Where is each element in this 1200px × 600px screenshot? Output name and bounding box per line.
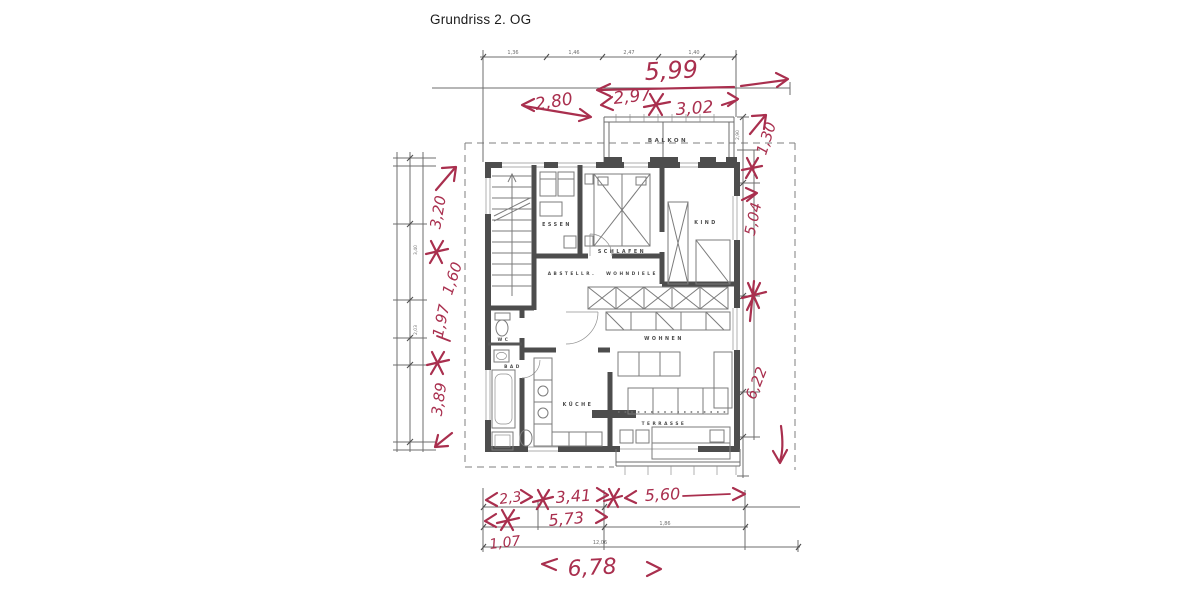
dim-bottom-a: 2,3 bbox=[498, 489, 523, 508]
room-label-kind: KIND bbox=[694, 221, 718, 226]
room-schlafen bbox=[585, 174, 650, 256]
sofa bbox=[618, 352, 680, 376]
dim-right-c: 6,22 bbox=[741, 364, 771, 402]
dim-top-b: 2,97 bbox=[612, 85, 653, 109]
cabinet bbox=[714, 352, 732, 408]
dim-bottom-c: 5,60 bbox=[644, 484, 681, 505]
entry-door-swing bbox=[566, 312, 598, 344]
dim-right-b: 5,04 bbox=[740, 200, 766, 238]
printed-dim: 1,36 bbox=[507, 50, 519, 56]
dim-bottom-b: 3,41 bbox=[554, 485, 592, 507]
printed-dim: 1,86 bbox=[659, 521, 671, 527]
room-label-balkon: BALKON bbox=[647, 138, 689, 144]
terrace-railing-posts bbox=[625, 466, 736, 475]
printed-dim: 2,03 bbox=[414, 324, 419, 336]
top-dimension-chain bbox=[432, 50, 790, 162]
wall-unit-shelves bbox=[606, 312, 730, 330]
kitchen bbox=[534, 358, 602, 446]
page-title: Grundriss 2. OG bbox=[430, 12, 532, 27]
built-in-wardrobes bbox=[588, 287, 730, 330]
balcony bbox=[604, 114, 737, 167]
dim-bottom-e: 1,07 bbox=[488, 533, 522, 553]
dim-left-b: 1,60 bbox=[438, 259, 466, 298]
room-label-schlafen: SCHLAFEN bbox=[597, 250, 647, 255]
room-essen bbox=[540, 172, 576, 248]
tick-star bbox=[427, 352, 449, 374]
room-label-wc: WC bbox=[497, 338, 511, 343]
tick-star bbox=[742, 158, 762, 178]
living-room bbox=[618, 336, 732, 414]
bathroom bbox=[492, 313, 540, 450]
printed-dim: 1,20 bbox=[736, 436, 741, 448]
printed-dim: 3,95 bbox=[736, 362, 741, 374]
dim-bottom-d: 5,73 bbox=[547, 507, 585, 530]
dim-right bbox=[741, 115, 787, 463]
toilet-tank bbox=[495, 313, 510, 320]
room-label-kueche: KÜCHE bbox=[562, 403, 594, 408]
dim-left-c: 1,97 bbox=[428, 302, 454, 340]
dim-top-c: 3,02 bbox=[674, 97, 715, 120]
printed-dim: 12,06 bbox=[592, 540, 608, 546]
dim-top-total: 5,99 bbox=[643, 55, 699, 86]
room-label-essen: ESSEN bbox=[542, 223, 572, 228]
printed-dim: 1,40 bbox=[688, 50, 700, 56]
dim-bottom bbox=[485, 484, 745, 582]
bath-door-swing bbox=[522, 360, 540, 378]
room-label-bad: BAD bbox=[504, 365, 522, 370]
room-label-terrasse: TERRASSE bbox=[641, 422, 687, 427]
toilet bbox=[496, 320, 508, 336]
stairwell bbox=[492, 174, 532, 296]
printed-dim: 1,46 bbox=[568, 50, 580, 56]
dim-left-d: 3,89 bbox=[427, 381, 451, 418]
printed-dim: 2,90 bbox=[736, 129, 741, 141]
dim-bottom-total: 6,78 bbox=[567, 554, 618, 582]
dim-left-a: 3,20 bbox=[426, 194, 450, 231]
room-label-wohndiele: WOHNDIELE bbox=[606, 272, 658, 277]
room-label-wohnen: WOHNEN bbox=[644, 337, 684, 342]
dim-top-a: 2,80 bbox=[533, 89, 575, 115]
tick-star bbox=[533, 490, 553, 509]
dim-right-a: 1,30 bbox=[752, 119, 780, 158]
printed-dim: 3,40 bbox=[414, 244, 419, 256]
printed-dim: 2,47 bbox=[623, 50, 635, 56]
room-kind bbox=[668, 202, 730, 284]
room-label-abstellraum: ABSTELLR. bbox=[547, 272, 597, 277]
terrace bbox=[616, 412, 740, 475]
tick-star bbox=[426, 241, 448, 263]
dim-left bbox=[426, 167, 466, 447]
